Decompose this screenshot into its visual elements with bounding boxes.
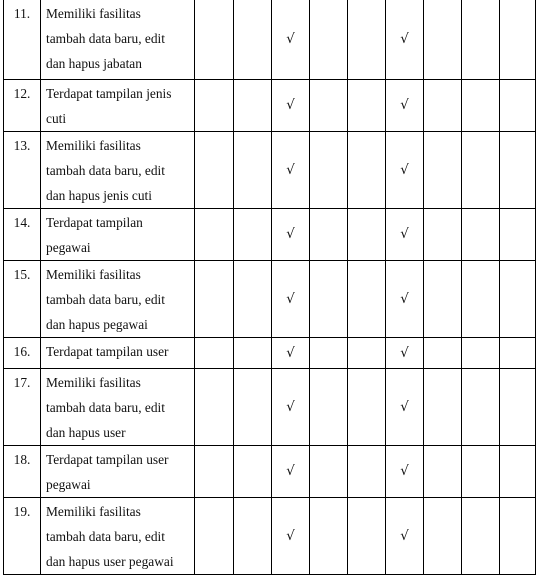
empty-cell	[424, 132, 462, 209]
empty-cell	[348, 446, 386, 498]
check-mark-cell: √	[272, 80, 310, 132]
empty-cell	[462, 446, 500, 498]
description-line: dan hapus user pegawai	[46, 554, 174, 569]
empty-cell	[348, 132, 386, 209]
empty-cell	[500, 209, 536, 261]
check-mark-cell: √	[272, 498, 310, 575]
description-line: Memiliki fasilitas	[46, 267, 141, 282]
empty-cell	[234, 498, 272, 575]
description-line: Terdapat tampilan user	[46, 452, 169, 467]
empty-cell	[310, 132, 348, 209]
check-mark-cell: √	[386, 80, 424, 132]
empty-cell	[310, 0, 348, 80]
empty-cell	[310, 80, 348, 132]
check-mark-cell: √	[386, 369, 424, 446]
empty-cell	[462, 261, 500, 338]
description-line: Memiliki fasilitas	[46, 504, 141, 519]
empty-cell	[500, 80, 536, 132]
empty-cell	[195, 132, 234, 209]
empty-cell	[462, 209, 500, 261]
check-mark-cell: √	[386, 261, 424, 338]
empty-cell	[424, 369, 462, 446]
check-mark-cell: √	[386, 338, 424, 369]
description-line: pegawai	[46, 477, 91, 492]
check-mark-cell: √	[386, 132, 424, 209]
description-line: tambah data baru, edit	[46, 529, 165, 544]
row-number: 11.	[4, 0, 41, 80]
row-description	[41, 369, 195, 446]
check-mark-cell: √	[272, 369, 310, 446]
description-line: cuti	[46, 111, 67, 126]
description-line: pegawai	[46, 240, 91, 255]
empty-cell	[234, 446, 272, 498]
check-mark-cell: √	[272, 0, 310, 80]
description-line: Memiliki fasilitas	[46, 375, 141, 390]
table-row	[4, 209, 536, 261]
empty-cell	[348, 338, 386, 369]
empty-cell	[500, 0, 536, 80]
empty-cell	[348, 80, 386, 132]
empty-cell	[348, 498, 386, 575]
row-number: 13.	[4, 132, 41, 209]
row-number: 18.	[4, 446, 41, 498]
empty-cell	[500, 132, 536, 209]
description-line: Terdapat tampilan jenis	[46, 86, 172, 101]
description-line: dan hapus jabatan	[46, 56, 142, 71]
empty-cell	[462, 132, 500, 209]
empty-cell	[462, 338, 500, 369]
row-description	[41, 446, 195, 498]
table-row	[4, 261, 536, 338]
empty-cell	[195, 0, 234, 80]
description-line: tambah data baru, edit	[46, 31, 165, 46]
row-description	[41, 209, 195, 261]
empty-cell	[424, 209, 462, 261]
empty-cell	[348, 261, 386, 338]
empty-cell	[234, 338, 272, 369]
empty-cell	[462, 369, 500, 446]
empty-cell	[424, 261, 462, 338]
table-body	[4, 0, 536, 575]
description-line: tambah data baru, edit	[46, 400, 165, 415]
empty-cell	[348, 369, 386, 446]
description-line: Terdapat tampilan user	[46, 344, 169, 359]
empty-cell	[424, 0, 462, 80]
row-number: 17.	[4, 369, 41, 446]
check-mark-cell: √	[386, 446, 424, 498]
empty-cell	[348, 209, 386, 261]
empty-cell	[500, 446, 536, 498]
checklist-table	[3, 0, 536, 575]
empty-cell	[234, 209, 272, 261]
empty-cell	[195, 261, 234, 338]
empty-cell	[195, 80, 234, 132]
table-row	[4, 369, 536, 446]
table-row	[4, 446, 536, 498]
empty-cell	[195, 369, 234, 446]
empty-cell	[195, 498, 234, 575]
table-row	[4, 132, 536, 209]
empty-cell	[500, 338, 536, 369]
empty-cell	[310, 338, 348, 369]
empty-cell	[310, 446, 348, 498]
description-line: Memiliki fasilitas	[46, 138, 141, 153]
check-mark-cell: √	[386, 0, 424, 80]
description-line: dan hapus user	[46, 425, 126, 440]
empty-cell	[195, 446, 234, 498]
check-mark-cell: √	[386, 498, 424, 575]
description-line: tambah data baru, edit	[46, 163, 165, 178]
empty-cell	[348, 0, 386, 80]
empty-cell	[234, 369, 272, 446]
row-number: 12.	[4, 80, 41, 132]
empty-cell	[310, 261, 348, 338]
empty-cell	[500, 369, 536, 446]
table-row	[4, 80, 536, 132]
check-mark-cell: √	[386, 209, 424, 261]
check-mark-cell: √	[272, 338, 310, 369]
empty-cell	[462, 0, 500, 80]
check-mark-cell: √	[272, 261, 310, 338]
table-row	[4, 0, 536, 80]
row-number: 14.	[4, 209, 41, 261]
empty-cell	[234, 132, 272, 209]
empty-cell	[500, 261, 536, 338]
empty-cell	[234, 80, 272, 132]
table-row	[4, 498, 536, 575]
empty-cell	[234, 261, 272, 338]
row-description	[41, 132, 195, 209]
empty-cell	[310, 209, 348, 261]
empty-cell	[234, 0, 272, 80]
table-row	[4, 338, 536, 369]
row-description	[41, 498, 195, 575]
empty-cell	[424, 446, 462, 498]
empty-cell	[462, 498, 500, 575]
description-line: Terdapat tampilan	[46, 215, 143, 230]
empty-cell	[500, 498, 536, 575]
row-description	[41, 80, 195, 132]
check-mark-cell: √	[272, 209, 310, 261]
empty-cell	[195, 209, 234, 261]
empty-cell	[424, 338, 462, 369]
empty-cell	[424, 80, 462, 132]
check-mark-cell: √	[272, 446, 310, 498]
empty-cell	[462, 80, 500, 132]
empty-cell	[310, 498, 348, 575]
row-number: 15.	[4, 261, 41, 338]
empty-cell	[195, 338, 234, 369]
description-line: tambah data baru, edit	[46, 292, 165, 307]
empty-cell	[424, 498, 462, 575]
description-line: dan hapus pegawai	[46, 317, 148, 332]
row-description	[41, 261, 195, 338]
description-line: dan hapus jenis cuti	[46, 188, 152, 203]
row-description	[41, 0, 195, 80]
empty-cell	[310, 369, 348, 446]
description-line: Memiliki fasilitas	[46, 6, 141, 21]
row-number: 19.	[4, 498, 41, 575]
check-mark-cell: √	[272, 132, 310, 209]
row-number: 16.	[4, 338, 41, 369]
row-description	[41, 338, 195, 369]
